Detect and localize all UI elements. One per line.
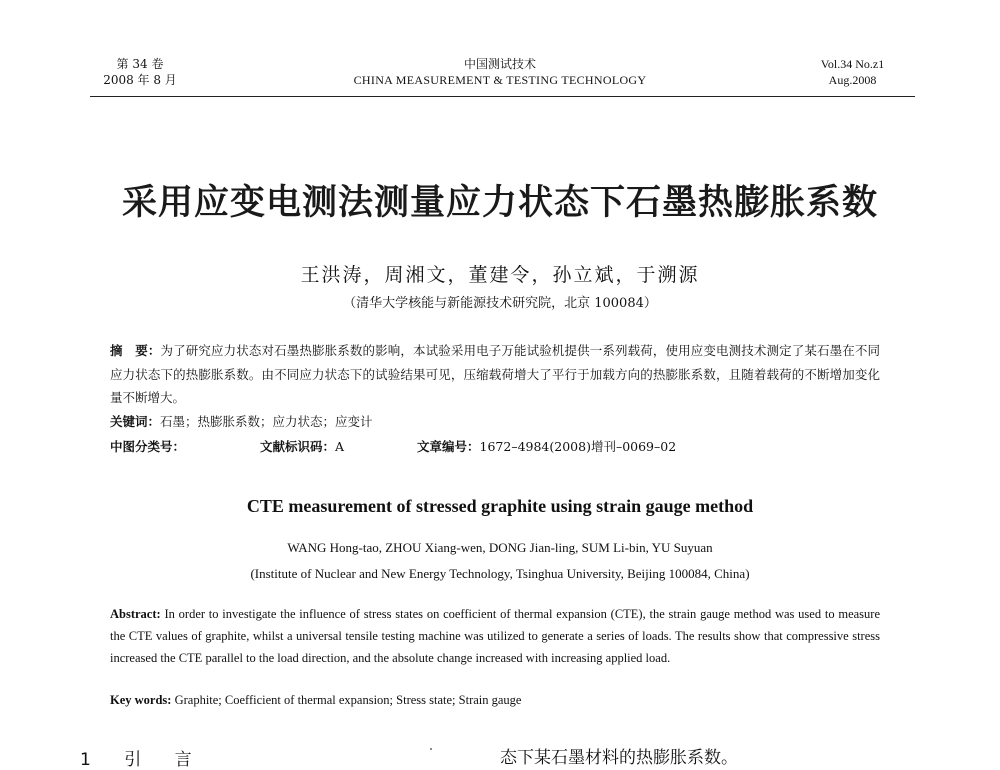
clc-label: 中图分类号：: [110, 439, 186, 454]
header-journal: [300, 56, 700, 88]
keywords-label-cn: 关键词：: [110, 414, 161, 429]
body-column-2-line: 态下某石墨材料的热膨胀系数。: [500, 748, 738, 768]
doc-code-label: 文献标识码：: [260, 439, 336, 454]
header-date-en: Aug.2008: [828, 73, 877, 87]
affiliation-en: (Institute of Nuclear and New Energy Technology, Tsinghua University, Beijing 100084, China): [250, 566, 750, 581]
keywords-en: [110, 693, 880, 708]
article-number-label: 文章编号：: [417, 439, 480, 454]
header-volume-date-cn: [95, 56, 185, 88]
authors-en: WANG Hong-tao, ZHOU Xiang-wen, DONG Jian-ling, SUM Li-bin, YU Suyuan: [287, 540, 713, 555]
abstract-text-cn: 为了研究应力状态对石墨热膨胀系数的影响，本试验采用电子万能试验机提供一系列载荷，使用应变电测技术测定了某石墨在不同应力状态下的热膨胀系数。由不同应力状态下的试验结果可见，压缩载荷增大了平行于加载方向的热膨胀系数，且随着载荷的不断增加变化量不断增大。: [110, 343, 880, 405]
article-title-cn: 采用应变电测法测量应力状态下石墨热膨胀系数: [121, 183, 878, 223]
header-volume-cn: 第 34 卷: [116, 57, 164, 71]
header-date-cn: 2008 年 8 月: [103, 73, 177, 87]
classification-line: [110, 437, 890, 457]
doc-code: [260, 437, 344, 455]
abstract-en: [110, 603, 880, 669]
header-rule: [90, 96, 915, 97]
abstract-label-cn: 摘 要：: [110, 343, 161, 358]
header-volume-en: Vol.34 No.z1: [820, 57, 885, 71]
abstract-label-en: Abstract:: [110, 607, 161, 621]
keywords-cn: [110, 412, 373, 430]
article-title-en: CTE measurement of stressed graphite using strain gauge method: [246, 496, 754, 516]
journal-name-cn: 中国测试技术: [463, 57, 536, 71]
doc-code-value: A: [335, 439, 345, 454]
header-volume-date-en: [790, 56, 915, 88]
article-number: [417, 437, 676, 455]
authors-cn: 王洪涛，周湘文，董建令，孙立斌，于溯源: [300, 264, 700, 286]
keywords-text-cn: 石墨；热膨胀系数；应力状态；应变计: [160, 414, 373, 429]
speck: [430, 748, 432, 750]
journal-name-en: CHINA MEASUREMENT & TESTING TECHNOLOGY: [353, 73, 647, 87]
abstract-text-en: In order to investigate the influence of stress states on coefficient of thermal expansion (CTE), the strain gauge method was used to measure the CTE values of graphite, whilst a universal tensile testing machine was utilized to generate a series of loads. The results show that compressive stress increased the CTE parallel to the load direction, and the absolute change increased with increasing applied load.: [110, 607, 880, 665]
keywords-text-en: Graphite; Coefficient of thermal expansion; Stress state; Strain gauge: [174, 693, 522, 707]
keywords-label-en: Key words:: [110, 693, 172, 707]
section-heading: 1 引 言: [80, 750, 206, 770]
abstract-cn: [110, 339, 880, 410]
article-number-value: 1672–4984(2008)增刊–0069–02: [479, 439, 677, 454]
affiliation-cn: （清华大学核能与新能源技术研究院，北京 100084）: [343, 296, 657, 311]
